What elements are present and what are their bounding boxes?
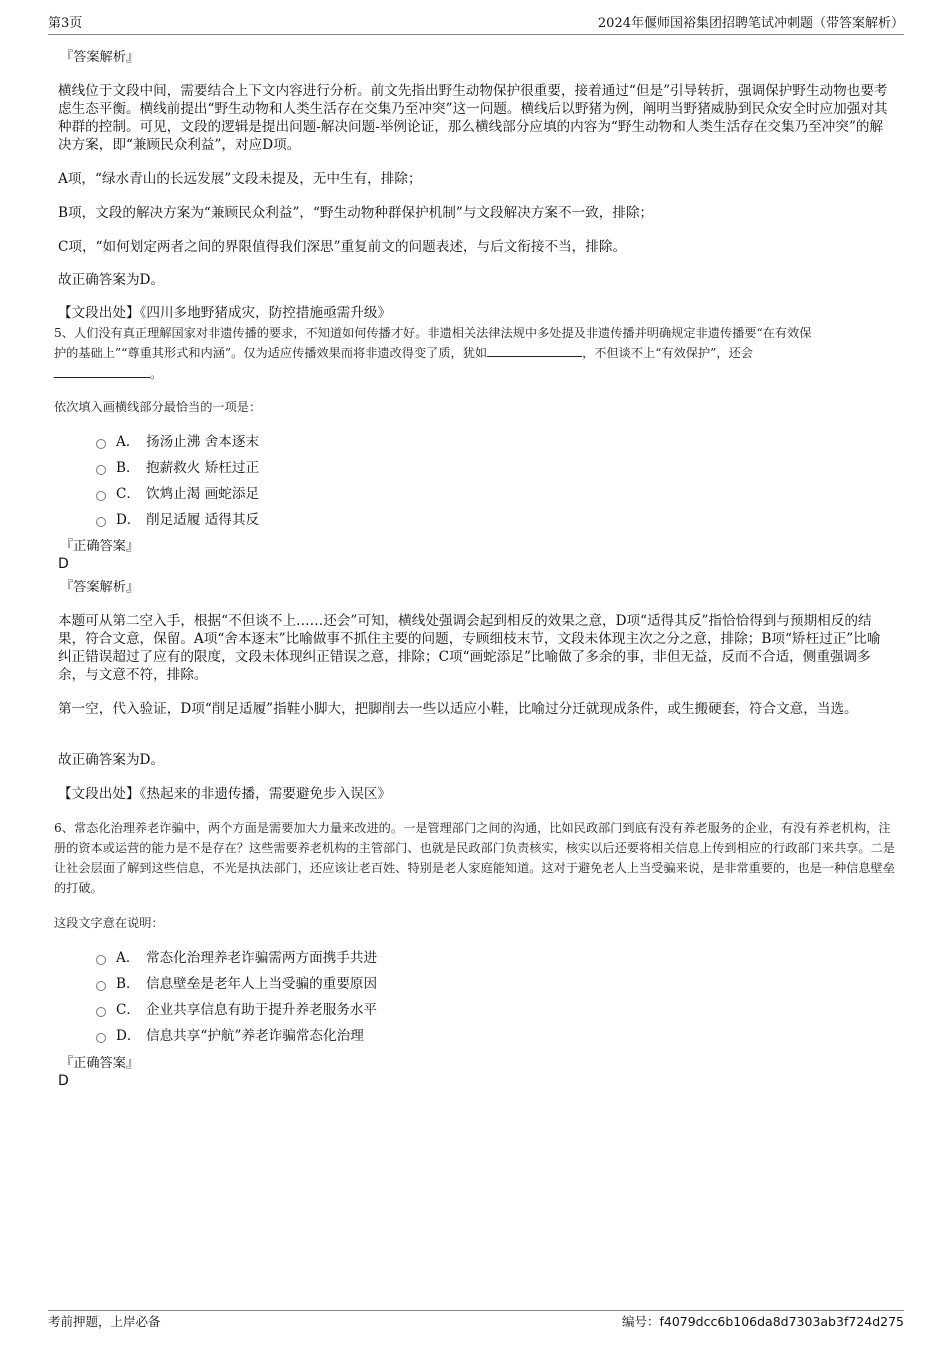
page-footer — [48, 1310, 904, 1331]
document-code — [622, 1312, 904, 1332]
q5-stem-line2 — [54, 343, 753, 363]
q5-option-c[interactable] — [96, 485, 259, 503]
q5-correct-answer: D — [58, 556, 69, 572]
q4-analysis-para1: 横线位于文段中间，需要结合上下文内容进行分析。前文先指出野生动物保护很重要，接着通过“但是”引导转折，强调保护野生动物也要考虑生态平衡。横线前提出“野生动物和人类生活存在交集乃至冲突”这一问题。横线后以野猪为例，阐明当野猪威胁到民众安全时应加强对其种群的控制。可见，文段的逻辑是提出问题-解决问题-举例论证，那么横线部分应填的内容为“野生动物和人类生活存在交集乃至冲突”的解决方案，即“兼顾民众利益”，对应D项。 — [58, 83, 888, 153]
radio-icon[interactable] — [96, 465, 106, 475]
q5-analysis-para2: 第一空，代入验证，D项“削足适履”指鞋小脚大，把脚削去一些以适应小鞋，比喻过分迁就现成条件，或生搬硬套，符合文意，当选。 — [58, 701, 858, 717]
option-letter: A． — [116, 950, 140, 966]
option-letter: D． — [116, 1028, 141, 1044]
option-text: 企业共享信息有助于提升养老服务水平 — [146, 1002, 378, 1018]
q5-option-a[interactable] — [96, 433, 259, 451]
q5-option-d[interactable] — [96, 511, 259, 529]
option-letter: B． — [116, 460, 140, 476]
footer-slogan: 考前押题，上岸必备 — [48, 1314, 161, 1329]
radio-icon[interactable] — [96, 517, 106, 527]
q5-correct-label: 『正确答案』 — [60, 539, 140, 554]
page-number: 第3页 — [48, 16, 83, 31]
q5-stem-text-c: 。 — [150, 367, 163, 381]
option-letter: C． — [116, 486, 140, 502]
q6-correct-label: 『正确答案』 — [60, 1056, 140, 1071]
q5-option-b[interactable] — [96, 459, 259, 477]
q4-conclusion: 故正确答案为D。 — [58, 272, 165, 288]
radio-icon[interactable] — [96, 981, 106, 991]
q6-option-b[interactable] — [96, 975, 377, 993]
page-header — [48, 14, 904, 35]
option-letter: C． — [116, 1002, 140, 1018]
q5-stem-text-a: 护的基础上”“尊重其形式和内涵”。仅为适应传播效果而将非遗改得变了质，犹如 — [54, 346, 488, 360]
radio-icon[interactable] — [96, 1007, 106, 1017]
option-text: 削足适履 适得其反 — [146, 512, 260, 528]
radio-icon[interactable] — [96, 439, 106, 449]
q6-option-a[interactable] — [96, 949, 377, 967]
q4-analysis-label: 『答案解析』 — [60, 50, 140, 65]
option-letter: D． — [116, 512, 141, 528]
q6-option-c[interactable] — [96, 1001, 377, 1019]
option-text: 饮鸩止渴 画蛇添足 — [146, 486, 260, 502]
q5-prompt: 依次填入画横线部分最恰当的一项是： — [54, 400, 262, 414]
option-text: 信息壁垒是老年人上当受骗的重要原因 — [146, 976, 378, 992]
q6-option-d[interactable] — [96, 1027, 364, 1045]
option-text: 信息共享“护航”养老诈骗常态化治理 — [146, 1028, 364, 1044]
option-text: 常态化治理养老诈骗需两方面携手共进 — [146, 950, 378, 966]
radio-icon[interactable] — [96, 955, 106, 965]
q4-source: 【文段出处】《四川多地野猪成灾，防控措施亟需升级》 — [58, 305, 392, 321]
option-text: 抱薪救火 矫枉过正 — [146, 460, 260, 476]
document-title: 2024年偃师国裕集团招聘笔试冲刺题（带答案解析） — [597, 16, 904, 31]
q4-analysis-c: C项，“如何划定两者之间的界限值得我们深思”重复前文的问题表述，与后文衔接不当，排除。 — [58, 239, 627, 255]
option-letter: A． — [116, 434, 140, 450]
q5-stem-line3 — [54, 364, 162, 384]
q5-source: 【文段出处】《热起来的非遗传播，需要避免步入误区》 — [58, 786, 392, 802]
q5-analysis-para1: 本题可从第二空入手，根据“不但谈不上……还会”可知，横线处强调会起到相反的效果之意，D项“适得其反”指恰恰得到与预期相反的结果，符合文意，保留。A项“舍本逐末”比喻做事不抓住主要的问题，专顾细枝末节，文段未体现主次之分之意，排除；B项“矫枉过正”比喻纠正错误超过了应有的限度，文段未体现纠正错误之意，排除；C项“画蛇添足”比喻做了多余的事，非但无益，反而不合适，侧重强调多余，与文意不符，排除。 — [58, 613, 881, 683]
blank-1 — [487, 344, 582, 357]
q5-conclusion: 故正确答案为D。 — [58, 752, 165, 768]
option-text: 扬汤止沸 舍本逐末 — [146, 434, 260, 450]
q4-analysis-a: A项，“绿水青山的长远发展”文段未提及，无中生有，排除； — [58, 171, 422, 187]
q5-stem-text-b: ，不但谈不上“有效保护”，还会 — [582, 346, 753, 360]
q4-analysis-b: B项，文段的解决方案为“兼顾民众利益”，“野生动物种群保护机制”与文段解决方案不一致，排除； — [58, 205, 654, 221]
blank-2 — [54, 365, 150, 378]
code-label: 编号： — [621, 1314, 660, 1329]
radio-icon[interactable] — [96, 491, 106, 501]
q6-correct-answer: D — [58, 1073, 69, 1089]
q6-stem: 6、常态化治理养老诈骗中，两个方面是需要加大力量来改进的。一是管理部门之间的沟通，比如民政部门到底有没有养老服务的企业，有没有养老机构，注册的资本或运营的能力是不是存在？这些需要养老机构的主管部门、也就是民政部门负责核实，核实以后还要将相关信息上传到相应的行政部门来共享。二是让社会层面了解到这些信息，不光是执法部门，还应该让老百姓、特别是老人家庭能知道。这对于避免老人上当受骗来说，是非常重要的，也是一种信息壁垒的打破。 — [54, 821, 895, 895]
option-letter: B． — [116, 976, 140, 992]
q5-analysis-label: 『答案解析』 — [60, 580, 140, 595]
code-value: f4079dcc6b106da8d7303ab3f724d275 — [659, 1314, 904, 1329]
q6-prompt: 这段文字意在说明： — [54, 916, 164, 930]
radio-icon[interactable] — [96, 1033, 106, 1043]
q5-stem-line1: 5、人们没有真正理解国家对非遗传播的要求，不知道如何传播才好。非遗相关法律法规中多处提及非遗传播并明确规定非遗传播要“在有效保 — [54, 326, 812, 340]
